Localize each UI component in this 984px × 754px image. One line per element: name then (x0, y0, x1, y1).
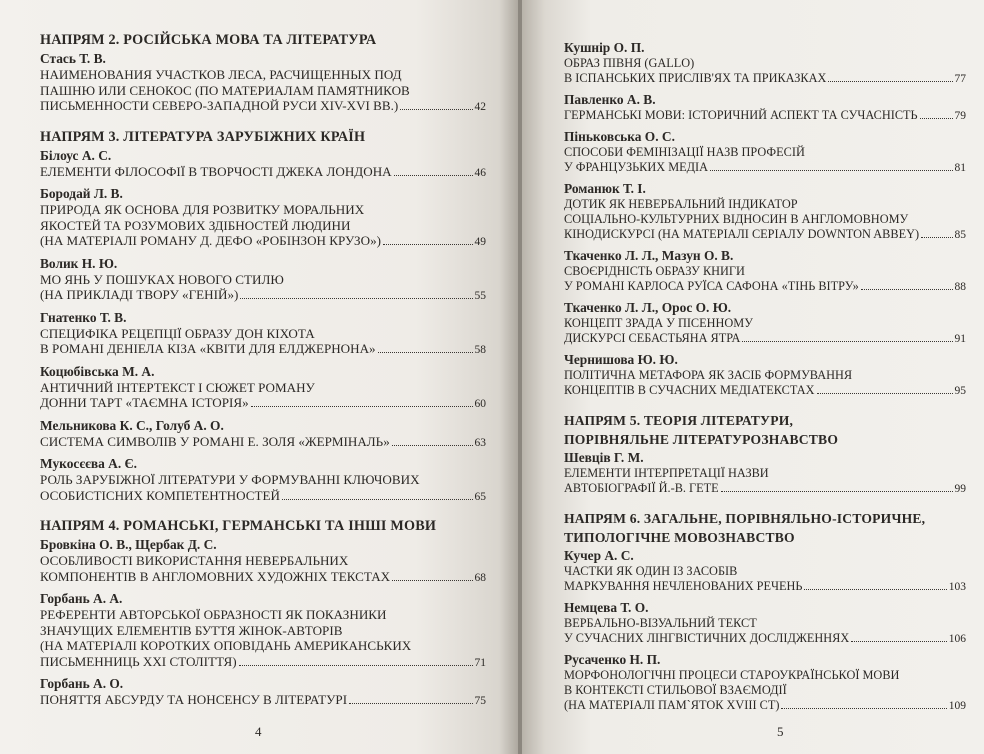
entry-title-line: ОСОБИСТІСНИХ КОМПЕТЕНТНОСТЕЙ (40, 487, 280, 503)
entry-page-number: 88 (954, 281, 966, 293)
entry-page-number: 71 (474, 656, 486, 669)
entry-title-last-line (564, 383, 966, 399)
entry-title-last-line (564, 71, 966, 87)
entry-title-last-line (40, 654, 486, 672)
entry-author: Мельникова К. С., Голуб А. О. (40, 417, 224, 433)
entry-title-last-line (564, 160, 966, 176)
dot-leader (781, 708, 946, 709)
page-number-right: 5 (777, 724, 784, 739)
entry-page-number: 95 (954, 385, 966, 397)
entry-author: Мукосєєва А. Є. (40, 456, 137, 471)
dot-leader (804, 589, 946, 590)
entry-title-last-line (564, 631, 966, 647)
entry-author: Бровкіна О. В., Щербак Д. С. (40, 537, 217, 552)
entry-title-last-line (40, 569, 486, 587)
page-number-left: 4 (255, 724, 262, 739)
entry-title-line: КІНОДИСКУРСІ (НА МАТЕРІАЛІ СЕРІАЛУ DOWNTON ABBEY) (564, 227, 920, 241)
toc-entry (40, 310, 486, 359)
entry-title-line: ЕЛЕМЕНТИ ФІЛОСОФІЇ В ТВОРЧОСТІ ДЖЕКА ЛОНДОНА (40, 163, 392, 179)
entry-author: Стась Т. В. (40, 51, 106, 66)
toc-entry (564, 300, 966, 347)
entry-page-number: 81 (954, 162, 966, 174)
entry-page-number: 91 (954, 333, 966, 345)
section-heading: ПОРІВНЯЛЬНЕ ЛІТЕРАТУРОЗНАВСТВО (564, 432, 839, 447)
dot-leader (282, 499, 473, 500)
dot-leader (349, 703, 472, 704)
dot-leader (817, 393, 953, 394)
section-heading: НАПРЯМ 5. ТЕОРІЯ ЛІТЕРАТУРИ, (564, 413, 794, 428)
left-toc (40, 32, 486, 710)
entry-author: Волик Н. Ю. (40, 255, 118, 271)
toc-entry (564, 652, 966, 714)
entry-page-number: 60 (474, 398, 486, 410)
section-gap (40, 510, 486, 518)
toc-entry (564, 352, 966, 399)
entry-title-line: ПРИРОДА ЯК ОСНОВА ДЛЯ РОЗВИТКУ МОРАЛЬНИХ (40, 202, 365, 217)
entry-author: Горбань А. О. (40, 676, 124, 691)
dot-leader (383, 244, 473, 245)
entry-title-last-line (40, 692, 486, 710)
entry-title-line: (НА ПРИКЛАДІ ТВОРУ «ГЕНІЙ») (40, 287, 239, 302)
section-heading: НАПРЯМ 2. РОСІЙСЬКА МОВА ТА ЛІТЕРАТУРА (40, 32, 377, 48)
entry-author: Піньковська О. С. (564, 129, 675, 144)
section-heading: ТИПОЛОГІЧНЕ МОВОЗНАВСТВО (564, 530, 795, 545)
entry-title-last-line (564, 481, 966, 497)
entry-title-line: ПИСЬМЕННИЦЬ XXI СТОЛІТТЯ) (40, 653, 237, 669)
dot-leader (251, 406, 473, 407)
entry-title-last-line (564, 331, 966, 347)
entry-page-number: 63 (474, 436, 486, 449)
entry-title-line: НАИМЕНОВАНИЯ УЧАСТКОВ ЛЕСА, РАСЧИЩЕННЫХ ПОД (40, 67, 402, 82)
dot-leader (394, 175, 473, 176)
dot-leader (240, 298, 472, 299)
entry-author: Білоус А. С. (40, 147, 112, 163)
entry-author: Горбань А. А. (40, 591, 123, 606)
toc-entry (564, 92, 966, 124)
entry-title-line: СПОСОБИ ФЕМІНІЗАЦІЇ НАЗВ ПРОФЕСІЙ (564, 145, 805, 159)
entry-title-last-line (40, 341, 486, 359)
entry-page-number: 65 (474, 490, 486, 503)
entry-author: Гнатенко Т. В. (40, 309, 127, 325)
dot-leader (710, 170, 952, 171)
toc-entry (40, 186, 486, 251)
toc-entry (40, 148, 486, 182)
entry-title-line: КОМПОНЕНТІВ В АНГЛОМОВНИХ ХУДОЖНІХ ТЕКСТАХ (40, 568, 391, 584)
toc-entry (40, 51, 486, 116)
entry-title-line: КОНЦЕПТІВ В СУЧАСНИХ МЕДІАТЕКСТАХ (564, 383, 815, 397)
entry-page-number: 79 (954, 110, 966, 122)
entry-title-line: МАРКУВАННЯ НЕЧЛЕНОВАНИХ РЕЧЕНЬ (564, 579, 803, 593)
entry-title-line: АНТИЧНИЙ ІНТЕРТЕКСТ І СЮЖЕТ РОМАНУ (40, 379, 315, 395)
entry-title-line: ПИСЬМЕННОСТИ СЕВЕРО-ЗАПАДНОЙ РУСИ XIV-XVI ВВ.) (40, 98, 399, 113)
entry-title-line: ОСОБЛИВОСТІ ВИКОРИСТАННЯ НЕВЕРБАЛЬНИХ (40, 553, 349, 568)
entry-author: Ткаченко Л. Л., Мазун О. В. (564, 248, 734, 263)
entry-page-number: 75 (474, 695, 486, 707)
entry-title-line: МО ЯНЬ У ПОШУКАХ НОВОГО СТИЛЮ (40, 271, 284, 287)
right-page (522, 0, 984, 754)
dot-leader (861, 289, 953, 290)
toc-entry (564, 600, 966, 647)
entry-author: Кушнір О. П. (564, 40, 645, 55)
entry-page-number: 85 (954, 229, 966, 241)
entry-title-line: У СУЧАСНИХ ЛІНГВІСТИЧНИХ ДОСЛІДЖЕННЯХ (564, 631, 850, 645)
toc-entry (564, 248, 966, 295)
entry-title-line: В ІСПАНСЬКИХ ПРИСЛІВ'ЯХ ТА ПРИКАЗКАХ (564, 71, 827, 85)
entry-title-line: ПАШНЮ ИЛИ СЕНОКОС (ПО МАТЕРИАЛАМ ПАМЯТНИКОВ (40, 82, 410, 98)
entry-title-last-line (564, 227, 966, 243)
right-toc (564, 40, 966, 714)
entry-title-last-line (40, 434, 486, 452)
entry-title-last-line (40, 287, 486, 305)
section-heading: НАПРЯМ 3. ЛІТЕРАТУРА ЗАРУБІЖНИХ КРАЇН (40, 128, 366, 145)
entry-title-line: У РОМАНІ КАРЛОСА РУЇСА САФОНА «ТІНЬ ВІТРУ» (564, 279, 859, 293)
entry-author: Немцева Т. О. (564, 600, 649, 615)
entry-title-line: (НА МАТЕРІАЛІ КОРОТКИХ ОПОВІДАНЬ АМЕРИКАНСЬКИХ (40, 638, 412, 653)
section-heading: НАПРЯМ 6. ЗАГАЛЬНЕ, ПОРІВНЯЛЬНО-ІСТОРИЧНЕ, (564, 511, 926, 526)
entry-title-line: РОЛЬ ЗАРУБІЖНОЇ ЛІТЕРАТУРИ У ФОРМУВАННІ КЛЮЧОВИХ (40, 472, 420, 487)
entry-author: Шевців Г. М. (564, 450, 644, 465)
toc-entry (40, 256, 486, 305)
entry-title-line: РЕФЕРЕНТИ АВТОРСЬКОЇ ОБРАЗНОСТІ ЯК ПОКАЗНИКИ (40, 607, 387, 622)
entry-page-number: 49 (474, 236, 486, 248)
entry-title-line: МОРФОНОЛОГІЧНІ ПРОЦЕСИ СТАРОУКРАЇНСЬКОЇ МОВИ (564, 668, 900, 682)
entry-title-line: В КОНТЕКСТІ СТИЛЬОВОЇ ВЗАЄМОДІЇ (564, 683, 787, 697)
entry-title-line: ЗНАЧУЩИХ ЕЛЕМЕНТІВ БУТТЯ ЖІНОК-АВТОРІВ (40, 622, 343, 638)
entry-page-number: 58 (474, 344, 486, 356)
entry-title-last-line (564, 108, 966, 124)
entry-author: Чернишова Ю. Ю. (564, 352, 678, 367)
entry-author: Бородай Л. В. (40, 186, 123, 201)
entry-title-line: ДИСКУРСІ СЕБАСТЬЯНА ЯТРА (564, 331, 741, 345)
entry-title-line: ДОТИК ЯК НЕВЕРБАЛЬНИЙ ІНДИКАТОР (564, 197, 798, 211)
entry-title-last-line (564, 279, 966, 295)
dot-leader (239, 665, 473, 666)
toc-entry (564, 181, 966, 243)
entry-title-line: ЯКОСТЕЙ ТА РОЗУМОВИХ ЗДІБНОСТЕЙ ЛЮДИНИ (40, 217, 351, 233)
entry-author: Коцюбівська М. А. (40, 363, 155, 379)
dot-leader (828, 81, 952, 82)
entry-title-last-line (40, 233, 486, 251)
section-heading: НАПРЯМ 4. РОМАНСЬКІ, ГЕРМАНСЬКІ ТА ІНШІ МОВИ (40, 518, 437, 534)
entry-title-line: ОБРАЗ ПІВНЯ (GALLO) (564, 56, 695, 70)
entry-page-number: 106 (948, 633, 966, 645)
section-gap (564, 502, 966, 510)
toc-entry (40, 676, 486, 710)
dot-leader (400, 109, 472, 110)
dot-leader (921, 237, 952, 238)
entry-title-last-line (564, 579, 966, 595)
entry-title-line: У ФРАНЦУЗЬКИХ МЕДІА (564, 160, 709, 174)
entry-page-number: 77 (954, 73, 966, 85)
entry-title-last-line (40, 488, 486, 506)
entry-title-last-line (40, 164, 486, 182)
entry-author: Павленко А. В. (564, 92, 656, 107)
entry-page-number: 68 (474, 571, 486, 584)
section-gap (40, 121, 486, 129)
dot-leader (851, 641, 947, 642)
entry-title-line: ЧАСТКИ ЯК ОДИН ІЗ ЗАСОБІВ (564, 564, 738, 578)
entry-title-line: ПОЛІТИЧНА МЕТАФОРА ЯК ЗАСІБ ФОРМУВАННЯ (564, 368, 853, 382)
dot-leader (378, 352, 473, 353)
entry-page-number: 46 (474, 166, 486, 179)
entry-title-line: СОЦІАЛЬНО-КУЛЬТУРНИХ ВІДНОСИН В АНГЛОМОВНОМУ (564, 212, 909, 226)
entry-author: Кучер А. С. (564, 548, 634, 563)
dot-leader (742, 341, 952, 342)
toc-entry (564, 129, 966, 176)
toc-entry (40, 456, 486, 505)
toc-entry (40, 537, 486, 586)
entry-title-last-line (40, 98, 486, 116)
entry-title-line: СВОЄРІДНІСТЬ ОБРАЗУ КНИГИ (564, 264, 745, 278)
dot-leader (721, 491, 953, 492)
toc-entry (564, 450, 966, 497)
entry-page-number: 109 (948, 700, 966, 712)
entry-title-line: (НА МАТЕРІАЛІ РОМАНУ Д. ДЕФО «РОБІНЗОН КРУЗО») (40, 233, 381, 248)
entry-page-number: 99 (954, 483, 966, 495)
entry-author: Романюк Т. І. (564, 181, 646, 196)
toc-entry (564, 548, 966, 595)
entry-author: Ткаченко Л. Л., Орос О. Ю. (564, 300, 732, 315)
entry-page-number: 103 (948, 581, 966, 593)
toc-entry (40, 364, 486, 413)
entry-title-line: КОНЦЕПТ ЗРАДА У ПІСЕННОМУ (564, 316, 753, 330)
entry-title-line: СИСТЕМА СИМВОЛІВ У РОМАНІ Е. ЗОЛЯ «ЖЕРМІНАЛЬ» (40, 433, 390, 449)
entry-title-line: СПЕЦИФІКА РЕЦЕПЦІЇ ОБРАЗУ ДОН КІХОТА (40, 325, 315, 341)
entry-title-line: (НА МАТЕРІАЛІ ПАМ`ЯТОК XVIII СТ) (564, 698, 780, 712)
entry-title-line: ДОННИ ТАРТ «ТАЄМНА ІСТОРІЯ» (40, 395, 249, 410)
dot-leader (920, 118, 953, 119)
entry-title-last-line (40, 395, 486, 413)
section-gap (564, 404, 966, 412)
toc-entry (564, 40, 966, 87)
entry-title-line: ПОНЯТТЯ АБСУРДУ ТА НОНСЕНСУ В ЛІТЕРАТУРІ (40, 692, 348, 707)
entry-author: Русаченко Н. П. (564, 652, 661, 667)
entry-title-line: В РОМАНІ ДЕНІЕЛА КІЗА «КВІТИ ДЛЯ ЕЛДЖЕРНОНА» (40, 341, 376, 356)
entry-page-number: 55 (474, 290, 486, 302)
entry-title-line: ГЕРМАНСЬКІ МОВИ: ІСТОРИЧНИЙ АСПЕКТ ТА СУЧАСНІСТЬ (564, 108, 918, 122)
entry-page-number: 42 (474, 101, 486, 113)
toc-entry (40, 591, 486, 671)
entry-title-line: ВЕРБАЛЬНО-ВІЗУАЛЬНИЙ ТЕКСТ (564, 616, 757, 630)
toc-entry (40, 418, 486, 452)
entry-title-last-line (564, 698, 966, 714)
entry-title-line: ЕЛЕМЕНТИ ІНТЕРПРЕТАЦІЇ НАЗВИ (564, 466, 769, 480)
entry-title-line: АВТОБІОГРАФІЇ Й.-В. ГЕТЕ (564, 481, 719, 495)
dot-leader (392, 580, 472, 581)
dot-leader (392, 445, 473, 446)
